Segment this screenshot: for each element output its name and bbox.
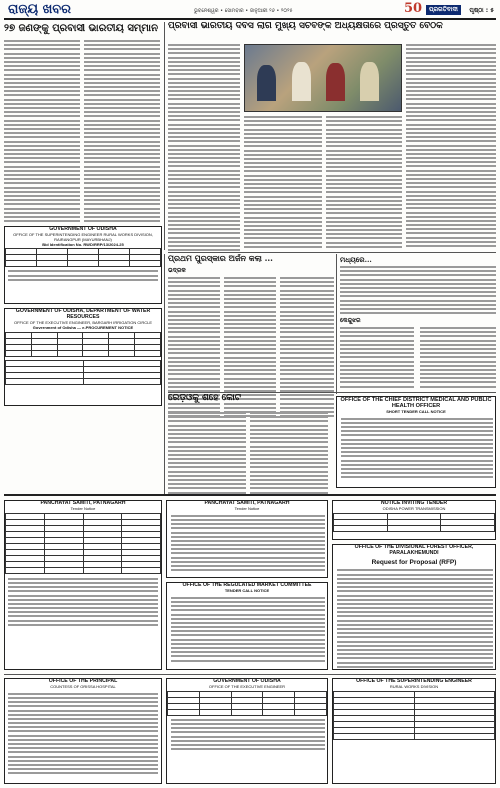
main-story-col-3	[326, 116, 402, 250]
ad-panchayat-left-table	[5, 513, 161, 574]
crore-story-col-1	[168, 412, 246, 496]
ad-panchayat-left	[4, 500, 162, 670]
ad-se-title: OFFICE OF THE SUPERINTENDING ENGINEER	[356, 678, 472, 684]
ad-panchayat-sub: Tender Notice	[234, 505, 260, 511]
ad-rural-works-table	[5, 248, 161, 267]
main-story-col-4	[406, 44, 496, 249]
ad-rural-works-notice: Bid Identification No. RWD/RRP/13/2024-25	[42, 241, 124, 247]
crore-story-headline: ରେଡ଼ିଓକୁ ଶହେ କୋଟି	[168, 394, 242, 403]
ad-panchayat-left-title: PANCHAYAT SAMITI, PATNAGARH	[40, 500, 126, 506]
ad-se-table	[333, 691, 495, 740]
ad-panchayat-title: PANCHAYAT SAMITI, PATNAGARH	[204, 500, 290, 506]
crore-story-col-2	[250, 412, 328, 496]
ad-bargarh-sub: OFFICE OF THE EXECUTIVE ENGINEER, BARGARH IRRIGATION CIRCLE	[13, 319, 153, 325]
ad-principal-title: OFFICE OF THE PRINCIPAL	[48, 678, 118, 684]
main-story-col-1	[168, 44, 240, 253]
short-head-a: ଭଦ୍ରକ	[168, 267, 186, 274]
main-story-headline: ପ୍ରବାସୀ ଭାରତୀୟ ଦିବସ ଲାଗି ମୁଖ୍ୟ ସଚିବଙ୍କ ଅଧ୍ୟକ୍ଷତାରେ ପ୍ରସ୍ତୁତି ବୈଠକ	[168, 22, 443, 31]
second-story-headline: ପ୍ରଥମ ପୁରସ୍କାର ଅର୍ଜନ କଲା ...	[168, 254, 273, 263]
ad-regulated-market-title: OFFICE OF THE REGULATED MARKET COMMITTEE	[182, 582, 312, 588]
ad-nit-table	[333, 513, 495, 532]
main-story-headline-box	[168, 22, 496, 42]
ad-superintending-engineer	[332, 678, 496, 784]
third-story-body	[340, 266, 496, 316]
ad-regulated-market-sub: TENDER CALL NOTICE	[224, 587, 270, 593]
third-story-headline: ମଧ୍ୟରେ...	[340, 255, 372, 264]
ad-wr-title: GOVERNMENT OF ODISHA	[213, 678, 281, 684]
ad-panchayat	[166, 500, 328, 578]
ad-bargarh-schedule	[5, 360, 161, 385]
section-title: ରାଜ୍ୟ ଖବର	[8, 2, 72, 17]
ad-water-resources-bargarh	[4, 308, 162, 406]
ad-regulated-market	[166, 582, 328, 670]
ad-forest-big: Request for Proposal (RFP)	[371, 558, 457, 566]
ad-wr-sub: OFFICE OF THE EXECUTIVE ENGINEER	[208, 683, 286, 689]
crore-story-headline-box	[168, 394, 326, 410]
logo-number: 50	[404, 1, 423, 16]
third-story-col-2	[420, 327, 496, 390]
ad-bargarh-notice: Government of Odisha — e-PROCUREMENT NOTICE	[32, 324, 134, 330]
ad-cdmo-title: OFFICE OF THE CHIEF DISTRICT MEDICAL AND PUBLIC HEALTH OFFICER	[340, 397, 492, 410]
meeting-photo	[244, 44, 402, 112]
ad-rural-works-title: GOVERNMENT OF ODISHA	[49, 226, 117, 232]
ad-cdmo-sub: SHORT TENDER CALL NOTICE	[386, 408, 446, 414]
third-story-col-1	[340, 327, 414, 390]
main-story-col-2	[244, 116, 322, 250]
left-story-headline-box	[4, 24, 162, 38]
page-number: ପୃଷ୍ଠା : ୫	[469, 7, 494, 14]
ad-nit-sub: ODISHA POWER TRANSMISSION	[382, 505, 446, 511]
ad-notice-inviting-tender	[332, 500, 496, 540]
ad-panchayat-left-sub: Tender Notice	[70, 505, 96, 511]
masthead	[4, 2, 496, 20]
ad-water-resources	[166, 678, 328, 784]
ad-bargarh-table	[5, 332, 161, 357]
ad-rural-works-sub: OFFICE OF THE SUPERINTENDING ENGINEER RURAL WORKS DIVISION, RAIRANGPUR (MAYURBHANJ)	[13, 231, 153, 242]
ad-principal	[4, 678, 162, 784]
logo-brand: ପ୍ରଗତିବାଦୀ	[426, 5, 461, 15]
ad-bargarh-title: GOVERNMENT OF ODISHA, DEPARTMENT OF WATER RESOURCES	[15, 308, 151, 320]
ad-rural-works	[4, 226, 162, 304]
newspaper-logo	[404, 2, 466, 18]
ad-se-sub: RURAL WORKS DIVISION	[389, 683, 439, 689]
dateline: ଭୁବନେଶ୍ୱର • ସୋମବାର • ଜାନୁଆରୀ ୨୬ • ୨୦୨୫	[194, 8, 293, 14]
ad-wr-table	[167, 691, 327, 716]
ad-cdmo	[336, 396, 496, 488]
ad-forest-rfp	[332, 544, 496, 670]
ad-nit-title: NOTICE INVITING TENDER	[380, 500, 448, 506]
ad-principal-sub: COUNTESS OF ORISSA HOSPITAL	[50, 683, 116, 689]
ad-forest-title: OFFICE OF THE DIVISIONAL FOREST OFFICER, PARALAKHEMUNDI	[354, 544, 474, 556]
short-head-b: କେନ୍ଦୁଝର	[340, 317, 361, 324]
left-story-headline: ୨୭ ଜଣଙ୍କୁ ପ୍ରବାସୀ ଭାରତୀୟ ସମ୍ମାନ	[4, 24, 158, 34]
left-story-col-1	[4, 40, 80, 224]
left-story-col-2	[84, 40, 160, 224]
second-story-headline-box	[168, 254, 334, 268]
